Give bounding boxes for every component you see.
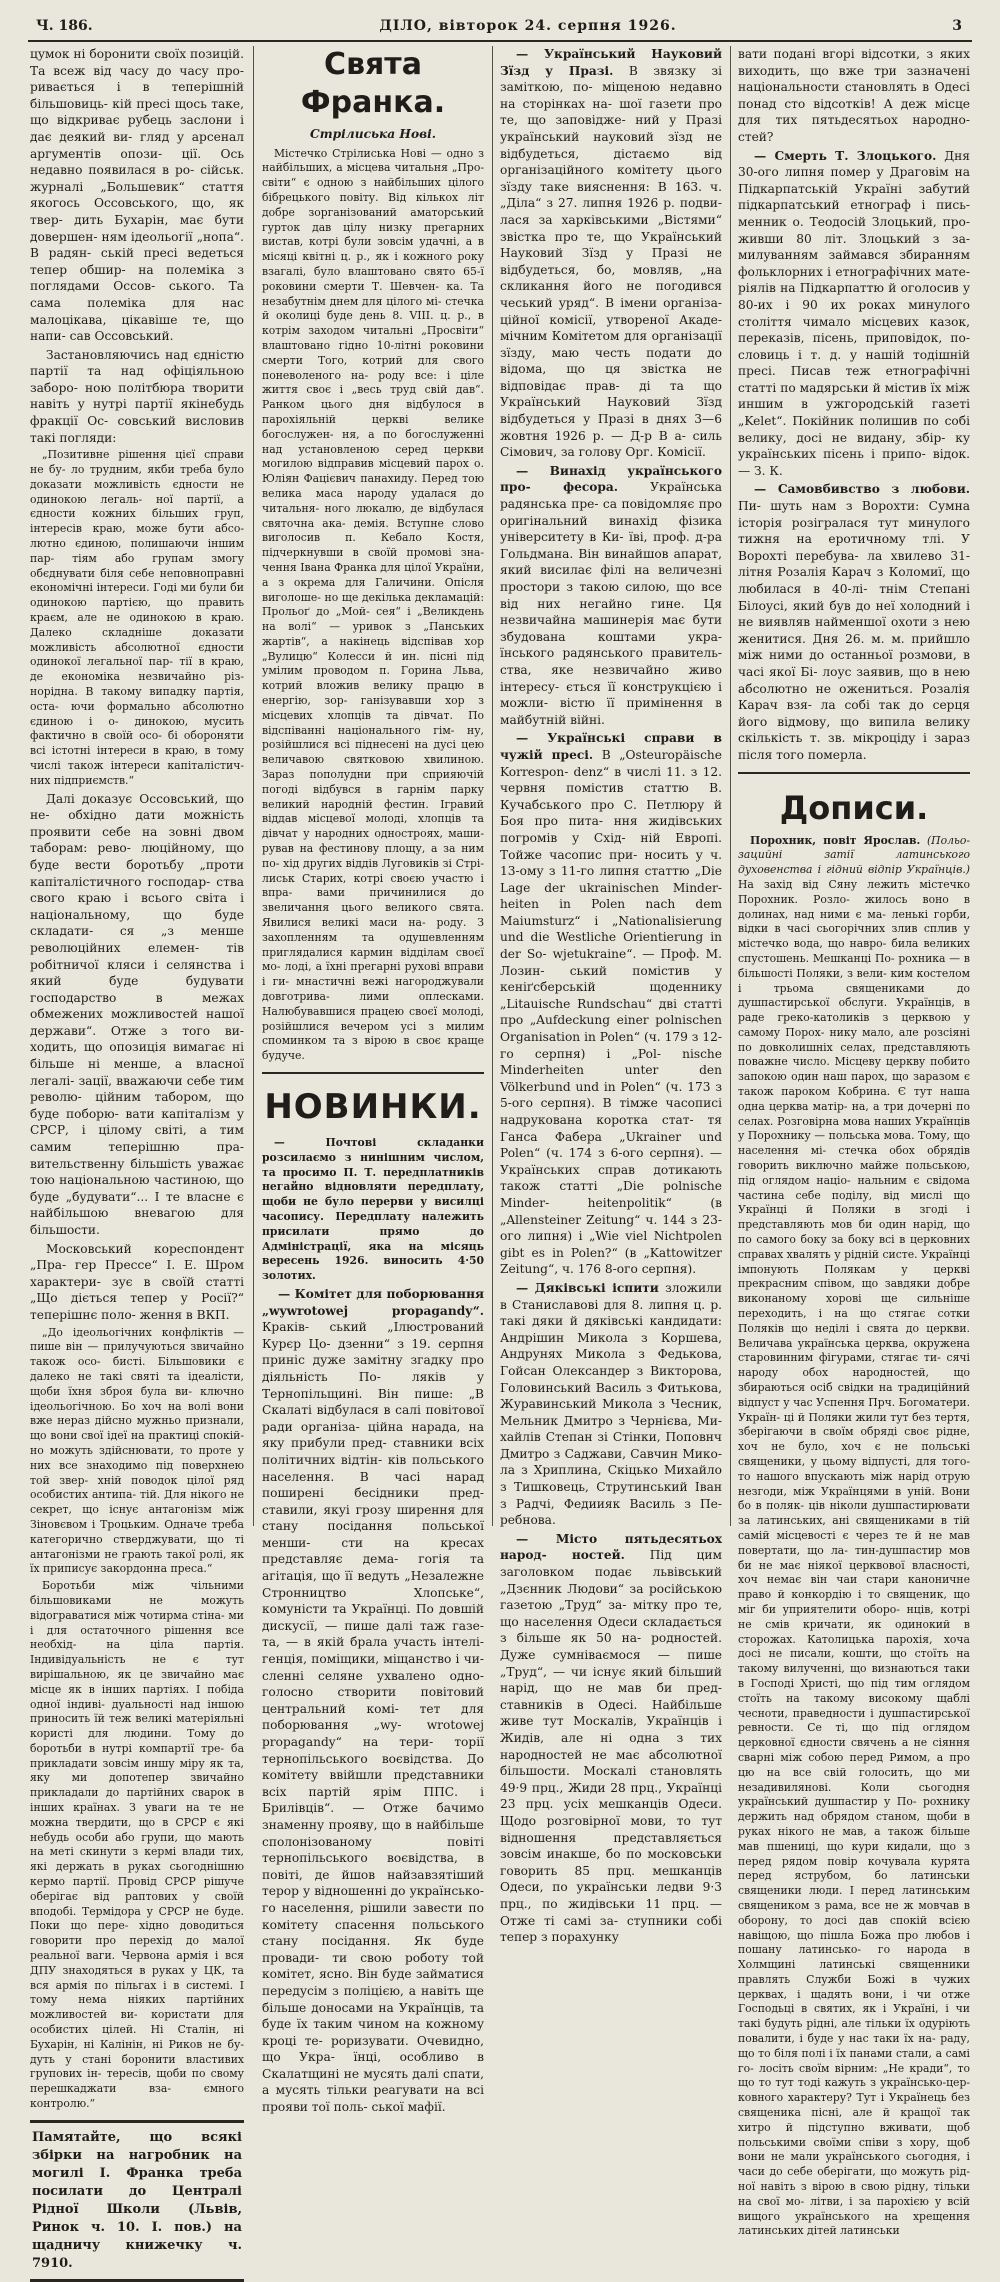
news-body: Краків- ський „Ілюстрований Курєр Цо- дзенни“ з 19. серпня приніс дуже замітну згадку про діяльність По- ляків у Тернопільщині. Він пише: „В Скалаті відбулася в салі повітової ради організа- ційна нарада, на яку прибули пред- ставники всіх політичних відтін- ків польського населення. В часі нарад поширені бесідники пред- ставили, якуi грозу ширення для стану посідання польської менши- сти на кресах представляє дема- гогія та агітація, що її ведуть „Незалежне Стронництво Хлопське“, комуністи та Українці. По довшій дискусії, — пише далі таж газе- та, — в якій брала участь інтелі- генція, поміщики, міщанство і чи- сленні селяне ухвалено одно- голосно створити повітовий центральний комі- тет для поборювання „wy- wrotowej propagandy“ на тери- торії тернопільського воєвідства. До комітету ввійшли представники всіх партій ярім ППС. і Брилівців“. — Отже бачимо знаменну прояву, що в найбільше сполонізованому повіті тернопільського воєвідства, в повіті, де йшов найзавзятіший терор у відношенні до українсько- го населення, рішили завести по комітету спасення польського стану посідання. Як буде провади- ти свою роботу той комітет, ясно. Він буде займатися передусім з поліцією, а навіть ще більше доносами на Українців, та буде їх таким чином на кожному кроці те- роризувати. Очевидно, що Укра- їнці, особливо в Скалатщині не мусять далі спати, а мусять тільки реагувати на всі прояви тої поль- ської мафії. (262, 1320, 484, 2115)
news-headline: — Самовбивство з любови. (754, 482, 970, 497)
news-body: Під цим заголовком подає львівський „Дзєнник Людови“ за російською газетою „Труд“ за- мітку про те, що населення Одеси складається з більше як 50 на- родностей. Дуже сумніваємося — пише „Труд“, — чи існує який більший нарід, що не мав би пред- ставників в Одесі. Найбільше живе тут Москалів, Українців і Жидів, але ні одна з тих народностей не має абсолютної більшости. Москалі становлять 49·9 прц., Жиди 28 прц., Українці 23 прц. усіх мешканців Одеси. Щодо розговірної мови, то тут відношення представляється зовсім инакше, бо по московськи говорить 85 прц. мешканців Одеси, по українськи ледви 9·3 прц., по жидівськи 11 прц. — Отже ті самі за- ступники собі тепер з порахунку (500, 1548, 722, 1945)
column-3 (500, 46, 723, 1945)
paragraph: Боротьби між чільними більшовиками не можуть відограватися між чотирма стіна- ми і для остаточного рішення все необхід- на ціла партія. Індивідуальність не є тут вирішальною, як це звичайно має місце як в інших партіях. І побіда одної індиві- дуальності над іншою приносить їй теж великі матеріяльні користі для людини. Тому до боротьби в нутрі компартії тре- ба прикладати зовсім иншу міру як та, яку ми допотепер звичайно прикладали до партійних сварок в інших країнах. З уваги на те не можна твердити, що в СРСР є які небудь особи або групи, що мають на меті скинути з кермі влади тих, які держать в руках сьогоднішню кермо партії. Провід СРСР рішуче оберігає від раптових у своїй вподобі. Термідора у СРСР не буде. Поки що пере- хідно доводиться говорити про перехід до малої реальної ваги. Червона армія і вся ДПУ знаходяться в руках у ЦК, та вся армія по пільгах і в системі. І тому нема ніяких партійних можливостей ви- користати для особистих цілей. Ні Сталін, ні Бухарін, ні Калінін, ні Риков не бу- дуть у стані боронити властивих групових ін- тересів, щоби по свому перешкаджати вза- ємного контролю.“ (30, 1579, 244, 2111)
quotation (30, 448, 244, 788)
column-2 (262, 46, 484, 2115)
column-rule (492, 46, 493, 1526)
article-body (262, 147, 484, 1064)
column-1 (30, 46, 244, 2271)
news-item (500, 1531, 722, 1946)
news-item (500, 46, 722, 461)
news-headline: — Комітет для поборювання „wywrotowej propagandy“. (262, 1286, 484, 1318)
paragraph: Московський кореспондент „Пра- гер Прессе“ І. Е. Шром характери- зує в своїй статті „Що діється тепер у Росії?“ теперішнє поло- ження в ВКП. (30, 1241, 244, 1322)
news-body: зложили в Станиславові для 8. липня ц. р. такі дяки й дяківські кандидати: Андрішин Микола з Коршева, Андрунях Микола з Федькова, Гойсан Олександер з Викторова, Головинський Василь з Фитькова, Журавинський Микола з Чесник, Мельник Дмитро з Чернієва, Ми- хайлів Степан зі Стінки, Поповнч Дмитро з Саджави, Савчин Мико- ла з Хриплина, Скіцько Михайло з Тишковець, Струтинський Іван з Радчі, Федиияк Василь з Пе- ребнова. (500, 1280, 723, 1528)
page-number: 3 (952, 18, 962, 34)
paragraph: — Почтові складанки розсилаємо з нинішним числом, та просимо П. Т. передплатників негайно відновляти передплату, щоби не було перерви у висилці часопису. Передплату належить присилати прямо до Адміністрації, яка на місяць вересень 1926. виносить 4·50 золотих. (262, 1136, 484, 1283)
issue-number: Ч. 186. (36, 18, 93, 34)
dateline: Стрілиська Нові. (310, 127, 436, 141)
page-header (28, 14, 972, 42)
paragraph: „До ідеольогічних конфліктів — пише він — прилучуються звичайно також осо- бисті. Більшовики є далеко не такі святі та ідеалісти, щоби їхня зброя була ви- ключно ідеольогічною. Бо хоч на волі вони вже нераз дійсно мужньо признали, що вони свої ідеї на практиці спокій- но можуть здійснювати, то проте у них все знаходимо під поверхнею той звер- хній поводок цілої ряд особистих антипа- тій. Для нікого не секрет, що існує антагонізм між Зіновєвом і Троцьким. Одначе треба категорично стверджувати, що ті антагонізми не грають такої ролі, як їх приписує закордонна преса.“ (30, 1325, 244, 1576)
subscription-notice (262, 1136, 484, 1284)
news-item (738, 481, 970, 763)
news-headline: — Смерть Т. Злоцького. (754, 148, 937, 163)
news-headline: — Дяківські іспити (516, 1280, 659, 1295)
paragraph (738, 834, 970, 2240)
quotation (30, 1326, 244, 2112)
news-headline: — Український Науковий Зїзд у Празі. (500, 47, 722, 78)
paragraph: вати подані вгорі відсотки, з яких виходить, що вже три зазначені національности становлять в Одесі понад сто відсотків! А деж місце для тих пятьдесятьох народно- стей? (738, 47, 970, 144)
news-body: Дня 30-ого липня помер у Драговім на Підкарпатській Україні забутий підкарпатський етнограф і пись- менник о. Теодосій Злоцький, про- живши 80 літ. Злоцький з за- милуванням займався збиранням фольклорних і етнографічних мате- ріялів на Підкарпаттю й оголосив у 80-их і 90 их роках минулого століття чимало місцевих казок, переказів, пісень, приповідок, по- словиць і т. д. у нашій тодішній пресі. Писав теж етнографічні статті по мадярськи й містив їх між иншим в ужгородській газеті „Kelet“. Покійник полишив по собі велику, досі не видану, збір- ку українських пісень і припо- відок. — З. К. (738, 148, 970, 478)
divider (738, 772, 970, 774)
correspondence-subtitle: (Польо- зацийні затії латинського духовенства і гідний відпір Українців.) (738, 833, 970, 877)
column-rule (730, 46, 731, 1526)
paragraph: Містечко Стрілиська Нові — одно з найбільших, а місцева читальня „Про- світи“ є одною з найбільших цілого бібрецького повіту. Від кількох літ добре зорганізований аматорський гурток дав цілу низку прегарних вистав, котрі були зовсім удачні, а в місяці квітні ц. р., як і кожного року взагалі, було влаштовано свято 65-ї роковини смерти Т. Шевчен- ка. Та незабутнім днем для цілого мі- стечка й околиці буде день 8. VIII. ц. р., в котрім заходом читальні „Просвіти“ влаштовано гідно 10-літні роковини смерти Того, котрий для свого поневоленого на- роду все: і ціле життя своє і „весь труд свій дав“. Ранком цього дня відбулося в парохіяльній церкві велике богослужен- ня, а по богослуженні над установленою серед церкви могилою відправив місцевий парох о. Юліян Фацієвич панахиду. Перед тою велика маса народу удалася до читальня- ного люкалю, де відбулася святочна ака- демія. Вступне слово виголосив п. Кебало Костя, підчеркнувши в своїй промові зна- чення Івана Франка для цілої України, а з окрема для Галичини. Опісля виголоше- но ще декілька декламацій: Прольоґ до „Мой- сея“ і „Великдень на волі“ — уривок з „Панських жартів“, а накінець відспівав хор „Вулицю“ Колесси й ин. пісні під умілим проводом п. Горина Льва, котрий вложив велику працю в енергію, зор- ганізувавши хор з місцевих хлопців та дівчат. По відспіванні національного гім- ну, розійшлися всі піднесені на дусі цею величавою святковою хвилиною. Зараз пополудни при сприяючій погоді відбувся в гарнім парку великий народній фестин. Ігравий віддав місцевої молоді, хлопців та дівчат у народних одностроях, маши- рував на фестинову площу, а за ним по- хід других віддів Луговиків зі Стрі- лиськ Старих, котрі своєю участю і впра- вами причинилися до звеличання цього великого свята. Явилися великі маси на- роду. З захопленням та одушевленням приглядалися кармин відділам своєї мо- лоді, а їхні прегарні рухові вправи і ги- мнастичні вежі нагороджували довготрива- лими оплесками. Налюбувавшися працею своєї молоді, розійшлися вечером усі з милим споминком та з вірою в своє краще будуче. (262, 146, 484, 1063)
news-item (500, 1280, 722, 1529)
paragraph: Далі доказує Оссовський, що не- обхідно дати можність проявити себе на зовні двом таборам: рево- люційному, що буде вести боротьбу „проти капіталістичного господар- ства свого краю і всього світа і національному, що буде складати- ся „з менше революційних елемен- тів робітничої кляси і селянства і який буде будувати господарство в межах обмежених можливостей нашої держави“. Отже з того ви- ходить, що опозиція вимагає ні більше ні менше, а власної легалі- зації, вважаючи себе тим револю- ційним табором, що буде поборю- вати капіталізм у СРСР, і цілому світі, а тим самим теперішню пра- вительственну більшість уважає тою національною частиною, що буде „будувати“... І те власне є найбільшою вневагою для більшости. (30, 791, 244, 1238)
paragraph: Застановляючись над єдністю партії та над офіціяльною заборо- ною політбюра творити навіть у нутрі партії якінебудь фракції Ос- совський висловив такі погляди: (30, 347, 244, 445)
news-headline: — Винахід українського про- фесора. (500, 463, 722, 495)
news-headline: — Місто пятьдесятьох народ- ностей. (500, 1531, 722, 1563)
news-item (500, 730, 722, 1278)
paragraph: цумок ні боронити своїх позицій. Та всеж від часу до часу про- ривається і в теперішній більшовиць- кій пресі щось таке, що відкриває рубець заслони і дає деякий ви- гляд у арсенал аргументів опози- ції. Ось недавно появилася в ро- сійськ. журналі „Большевик“ стаття якогось Оссовського, що, як твер- дить Бухарін, має бути довершен- ням ідеольогії „нопа“. В радян- ській пресі ведеться тепер обшир- на полеміка з поглядами Оссов- ського. Та сама полеміка для нас малоцікава, цікавіше те, що напи- сав Оссовський. (30, 47, 244, 344)
correspondence-place: Порохник, повіт Ярослав. (750, 833, 921, 847)
news-headline: — Українські справи в чужій пресі. (500, 731, 722, 762)
masthead-date: ДІЛО, вівторок 24. серпня 1926. (379, 18, 677, 34)
news-body: В звязку зі заміткою, по- міщеною недавно на сторінках на- шої газети про те, що заповідже- ний у Празі український науковий зїзд не відбудеться, дістаємо від організаційного комітету цього зїзду таке вияснення: В 163. ч. „Діла“ з 27. липня 1926 р. подви- лася за харківськими „Вістями“ звістка про те, що Український Науковий Зїзд у Празі не відбудеться, бо, мовляв, „на скликання його не погодився чеський уряд“. В імени організа- ційної комісії, утвореної Акаде- мічним Комітетом для організації зїзду, маю честь подати до відома, що ця звістка не відповідає прав- ді та що Український Науковий Зїзд відбудеться у Празі в днях 3—6 жовтня 1926 р. — Д-р В а- силь Сімович, за голову Орг. Комісії. (500, 63, 722, 460)
news-body: В „Osteuropäische Korrespon- denz“ в числі 11. з 12. червня помістив статтю В. Кучабського про С. Петлюру й Боя про пита- ння жидівських погромів у Схід- ній Европі. Тойже часопис при- носить у ч. 13-ому з 11-го липня статтю „Die Lage der ukrainischen Minder- heiten in Polen nach dem Maiumsturz“ і „Nationalisierung und die Westliche Orientierung in der So- wjetukraine“. — Проф. М. Лозин- ський помістив у кеніґсберській щоденнику „Litauische Rundschau“ дві статті про „Aufdeckung einer polnischen Organisation in Polen“ (ч. 179 з 12-го серпня) і „Pol- nische Minderheiten unter den Völkerbund und in Polen“ (ч. 173 з 5-ого серпня). В тімже часописі надрукована коротка стат- тя Ганса Фабера „Ukrainer und Polen“ (ч. 174 з 6-ого серпня). — Українських справ дотикають також статті „Die polnische Minder- heitenpolitik“ (в „Allensteiner Zeitung“ ч. 144 з 23-ого липня) і „Wie viel Nichtpolen gibt es in Polen?“ (в „Kattowitzer Zeitung“, ч. 176 8-ого серпня). (500, 747, 722, 1277)
paragraph: „Позитивне рішення цієї справи не бу- ло трудним, якби треба було доказати можливість єдности не одинокою легаль- ної партії, а єдности кожних більших груп, інтересів краю, може бути абсо- лютно єдиною, полишаючи іншим пар- тіям або групам змогу обєднувати біля себе неповноправні економічні інтереси. Годі ми були би одинокою партією, що править краєм, але не одинокою в краю. Далеко складніше доказати можливість абсолютної єдности одинокої легальної пар- тії в краю, де економіка незвичайно різ- норідна. В такому випадку партія, оста- ючи формально абсолютно єдиною і о- динокою, мусить фактично в своїй осо- бі обороняти всі істотні інтереси в краю, в тому числі також інтереси капіталістич- них підприємств.“ (30, 448, 244, 787)
news-item (738, 148, 970, 480)
donation-notice-box: Памятайте, що всякі збірки на нагробник на могилі І. Франка треба посилати до Централі Рідної Школи (Львів, Ринок ч. 10. І. пов.) на щадничу книжечку ч. 7910. (30, 2120, 244, 2282)
news-body: Українська радянська пре- са повідомляє про оригінальний винахід фізика університету в Ки- їві, проф. д-ра Гольдмана. Він винайшов апарат, який висилає філі на величезні простори з такою силою, що все від них негайно гине. Ця незвичайна машинерія має бути збудована коштами укра- їнського радянського правитель- ства, яке незвичайно живо інтересу- ється її конструкцією і можли- вістю її примінення в майбутній війні. (500, 480, 722, 727)
article-title-franko: Свята Франка. (300, 47, 446, 120)
correspondence-item (738, 834, 970, 2240)
news-item (262, 1286, 484, 2116)
section-title-correspondence: Дописи. (779, 788, 929, 827)
news-body: Пи- шуть нам з Ворохти: Сумна історія розігралася тут минулого тижня на еротичному тлі. У Ворохті перебува- ла хвилево 31-літня Розалія Карач з Коломиї, що любилася в 40-лі- тнім Степані Білоусі, який був до неї холодний і не виявляв найменшої охоти з нею женитися. Дня 26. м. м. прийшло між ними до останньої розмови, в часі якої Бі- лоус заявив, що в нею абсолютно не ожениться. Розалія Карач взя- ла собі так до серця його відмову, що випила велику скількість т. зв. мікроціду і зараз після того померла. (738, 499, 970, 762)
column-rule (253, 46, 254, 1526)
divider (262, 1072, 484, 1074)
correspondence-body: На захід від Сяну лежить містечко Порохник. Розло- жилось воно в долинах, над ними є ма- ленькі горби, відки в часі сьогорічних злив сплив у містечко вода, що навро- била великих спустошень. Мешканці По- рохника — в більшості Поляки, з вели- ким костелом і трьома священиками до душпастирської обслуги. Українців, в раде греко-католиків з церквою у самому Порох- нику мало, але розсіяні по довколишніх селах, представляють поважне число. Місцеву церкву побито запокою один наш парох, що заразом є також пароком Кобрина. Є тут наша одна церква матір- на, а три дочерні по селах. Розговірна мова наших Українців у Порохнику — польська мова. Тому, що населення мі- стечка обох обрядів говорить виключно майже польською, під оглядом націо- нальним є свідома частина себе поділу, від мислі що Українці й Поляки в згоді і представляють мов би один нарід, що по самого боку за боку всі в церковних справах хвалять у рідній систе. Українці імпонують Полякам у церкві прекрасним співом, що завдяки добре виконаному хорові ще сильніше переходить, і на що стягає сотки Поляків що неділі і свята до церкви. Величава українська церква, окружена старовинним фігурами, стягає ти- сячі народу обох народностей, що збираються осіб свідки на традиційний відпуст у час Успення Прч. Богоматери. Україн- ці й Поляки жили тут без тертя, зберігаючи в своїм обряді своє рідне, хоч не було, хоч є не польські священики, у цьому відпусті, для того-то нашого впускають між нарід отрую незгоди, між Українцями в уній. Вони бо в поляк- ців ніколи душпастирювати за латинських, ані священиками в тій самій місцевості є через те й не мав повертати, що ла- тин-душпастир мов би не має ніякої церквової власності, хоч немає він чаи стари каноничне право й конкордію і то священик, що міг би уприятелити оборо- нців, котрі не смів кричати, як одинокий в сторожах. Католицька парохія, хоча досі не писали, кошти, що стоїть на такому вилученні, що визнаються таки в Господі Христі, що під тим оглядом стоїть на такому високому щаблі чесноти, праведности і душпастирської ревности. Се ті, що під оглядом церковної єдности свячень а не сіяння сварні між собою перед Римом, а про цю на все свій голосить, що ми незадивилянові. Коли сьогодня український душпастир у По- рохнику держить над обрядом станом, щоби в руках нікого не мав, а також більше мав пшениці, що кури кидали, що з перед рядом повір кочувала курята перед яструбом, бо латинськи священики люди. І перед латинським священиком з рама, все не ж мовчав в оборону, то досі дав спокій всією навіщою, що пішла Божа про любов і пошану латинсько- го народа в Холмщині латинські священники правлять Служби Божі в чужих церквах, і щадять вони, і чи отже Господьці в святих, як і Україні, і чи такі будуть рідні, але тільки їх одуріють повалити, і буде у нас таки їх на- раду, що то біля полі і їх панами стали, а самі го- лосіть своїм вірним: „Не кради“, то що то тут тоді кажуть з українсько-цер- ковного характеру? Тут і Українець без священика пісні, але й кращої так хитро й підступно вживати, щоб польськими своїми співи з хору, щоб вони не мали українського сьогодня, і часи до себе оберігати, що можуть рід- ної навіть з вірою в свою рідну, тільки на свої мо- літви, і за парохією у всій вищого українського на хрещення латинських дітей латинськи (738, 877, 970, 2238)
news-item (500, 463, 722, 729)
section-title-news: НОВИНКИ. (264, 1087, 482, 1127)
column-4 (738, 46, 970, 2238)
